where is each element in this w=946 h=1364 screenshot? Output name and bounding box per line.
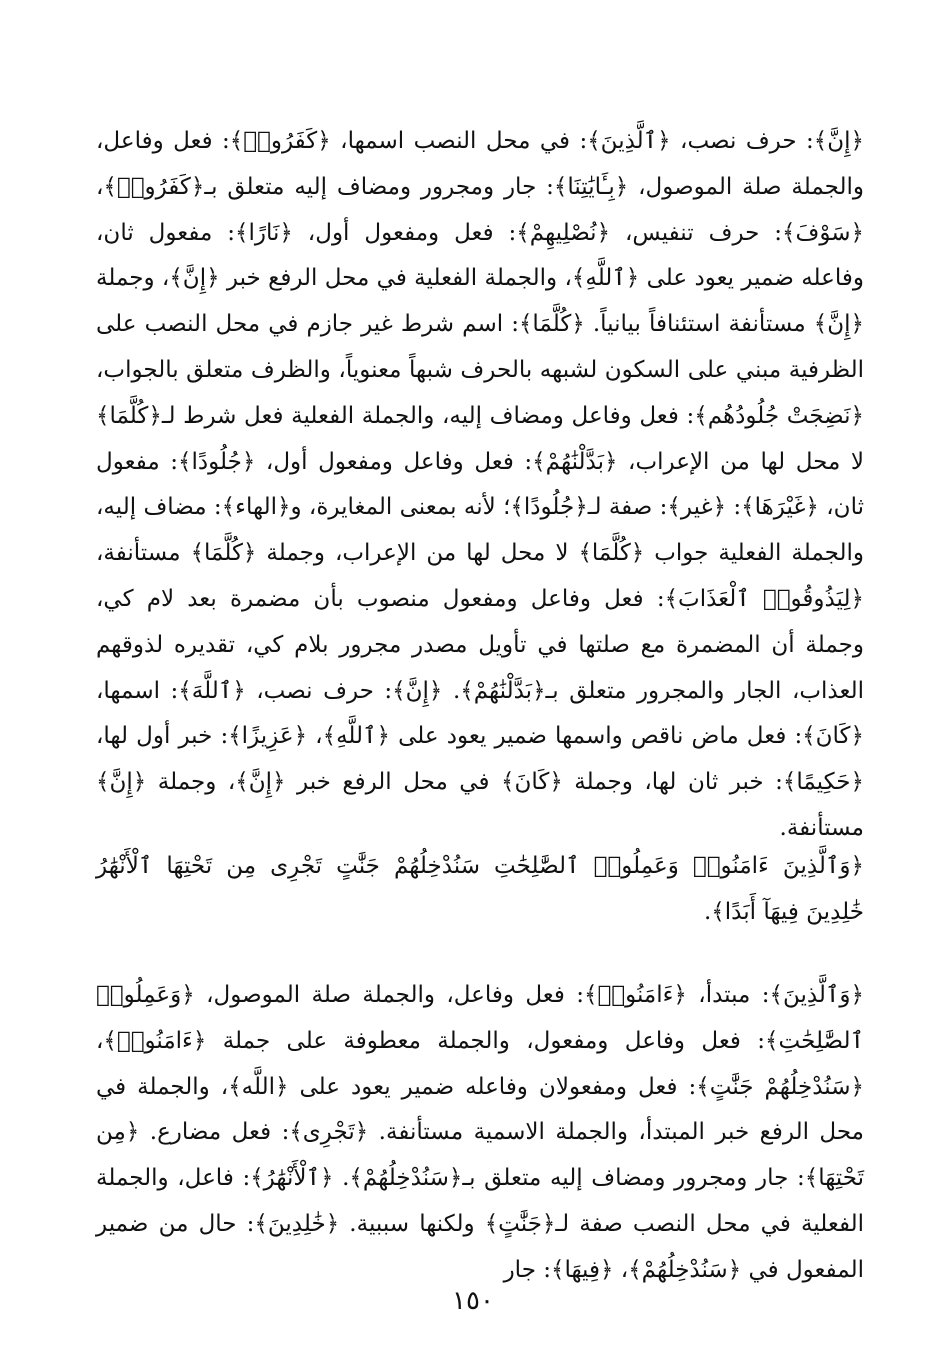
quran-verse-paragraph: ﴿وَٱلَّذِينَ ءَامَنُوا۟ وَعَمِلُوا۟ ٱلصَّٰلِحَٰتِ سَنُدْخِلُهُمْ جَنَّٰتٍ تَجْرِى مِن تَحْتِهَا ٱلْأَنْهَٰرُ خَٰلِدِينَ فِيهَآ أَبَدًا﴾. xyxy=(96,853,864,925)
page-number: ١٥٠ xyxy=(452,1286,494,1316)
irab-paragraph-2: ﴿وَٱلَّذِينَ﴾: مبتدأ، ﴿ءَامَنُوا۟﴾: فعل وفاعل، والجملة صلة الموصول، ﴿وَعَمِلُوا۟ ٱلصَّٰلِحَٰتِ﴾: فعل وفاعل ومفعول، والجملة معطوفة على جملة ﴿ءَامَنُوا۟﴾، ﴿سَنُدْخِلُهُمْ جَنَّٰتٍ﴾: فعل ومفعولان وفاعله ضمير يعود على ﴿اللَّه﴾، والجملة في محل الرفع خبر المبتدأ، والجملة الاسمية مستأنفة. ﴿تَجْرِى﴾: فعل مضارع. ﴿مِن تَحْتِهَا﴾: جار ومجرور ومضاف إليه متعلق بـ﴿سَنُدْخِلُهُمْ﴾. ﴿ٱلْأَنْهَٰرُ﴾: فاعل، والجملة الفعلية في محل النصب صفة لـ﴿جَنَّٰتٍ﴾ ولكنها سببية. ﴿خَٰلِدِينَ﴾: حال من ضمير المفعول في ﴿سَنُدْخِلُهُمْ﴾، ﴿فِيهَا﴾: جار xyxy=(96,982,864,1283)
irab-paragraph-1: ﴿إِنَّ﴾: حرف نصب، ﴿ٱلَّذِينَ﴾: في محل النصب اسمها، ﴿كَفَرُوا۟﴾: فعل وفاعل، والجملة صلة الموصول، ﴿بِـَٔايَٰتِنَا﴾: جار ومجرور ومضاف إليه متعلق بـ﴿كَفَرُوا۟﴾، ﴿سَوْفَ﴾: حرف تنفيس، ﴿نُصْلِيهِمْ﴾: فعل ومفعول أول، ﴿نَارًا﴾: مفعول ثان، وفاعله ضمير يعود على ﴿ٱللَّهِ﴾، والجملة الفعلية في محل الرفع خبر ﴿إِنَّ﴾، وجملة ﴿إِنَّ﴾ مستأنفة استئنافاً بيانياً. ﴿كُلَّمَا﴾: اسم شرط غير جازم في محل النصب على الظرفية مبني على السكون لشبهه بالحرف شبهاً معنوياً، والظرف متعلق بالجواب، ﴿نَضِجَتْ جُلُودُهُم﴾: فعل وفاعل ومضاف إليه، والجملة الفعلية فعل شرط لـ﴿كُلَّمَا﴾ لا محل لها من الإعراب، ﴿بَدَّلْنَٰهُمْ﴾: فعل وفاعل ومفعول أول، ﴿جُلُودًا﴾: مفعول ثان، ﴿غَيْرَهَا﴾: ﴿غير﴾: صفة لـ﴿جُلُودًا﴾؛ لأنه بمعنى المغايرة، و﴿الهاء﴾: مضاف إليه، والجملة الفعلية جواب ﴿كُلَّمَا﴾ لا محل لها من الإعراب، وجملة ﴿كُلَّمَا﴾ مستأنفة، ﴿لِيَذُوقُوا۟ ٱلْعَذَابَ﴾: فعل وفاعل ومفعول منصوب بأن مضمرة بعد لام كي، وجملة أن المضمرة مع صلتها في تأويل مصدر مجرور بلام كي، تقديره لذوقهم العذاب، الجار والمجرور متعلق بـ﴿بَدَّلْنَٰهُمْ﴾. ﴿إِنَّ﴾: حرف نصب، ﴿ٱللَّهَ﴾: اسمها، ﴿كَانَ﴾: فعل ماض ناقص واسمها ضمير يعود على ﴿ٱللَّهِ﴾، ﴿عَزِيزًا﴾: خبر أول لها، ﴿حَكِيمًا﴾: خبر ثان لها، وجملة ﴿كَانَ﴾ في محل الرفع خبر ﴿إِنَّ﴾، وجملة ﴿إِنَّ﴾ مستأنفة. xyxy=(96,128,864,841)
